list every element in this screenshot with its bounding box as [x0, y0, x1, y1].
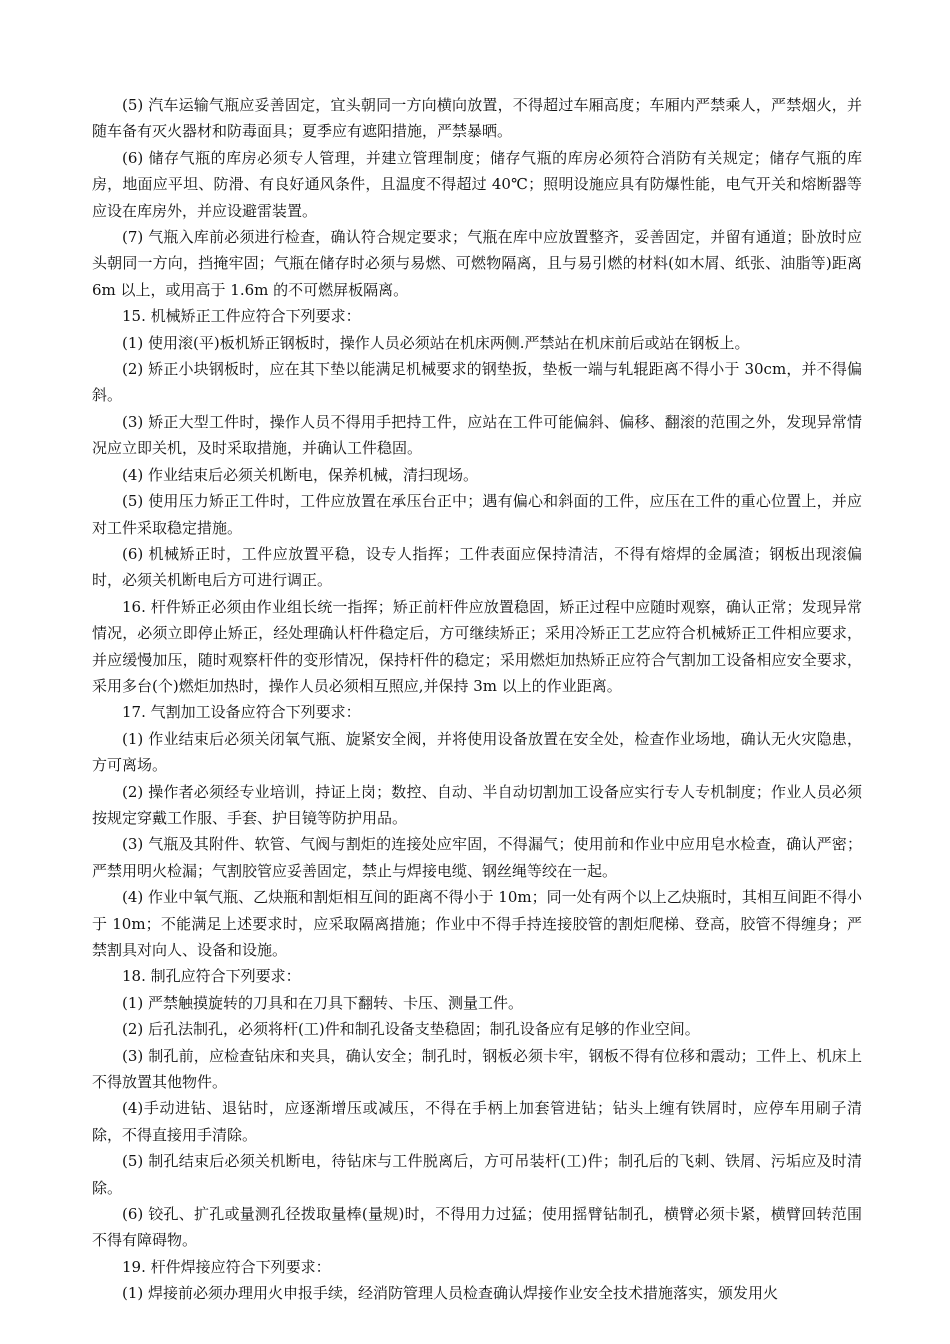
- paragraph-gas-cutting-2: (2) 操作者必须经专业培训，持证上岗；数控、自动、半自动切割加工设备应实行专人专机制度；作业人员必须按规定穿戴工作服、手套、护目镜等防护用品。: [92, 782, 862, 827]
- paragraph-correction-5: (5) 使用压力矫正工件时，工件应放置在承压台正中；遇有偏心和斜面的工件，应压在工件的重心位置上，并应对工件采取稳定措施。: [92, 492, 862, 537]
- paragraph-correction-6: (6) 机械矫正时，工件应放置平稳，设专人指挥；工件表面应保持清洁，不得有熔焊的金属渣；钢板出现滚偏时，必须关机断电后方可进行调正。: [92, 544, 862, 590]
- paragraph-correction-4: (4) 作业结束后必须关机断电，保养机械，清扫现场。: [122, 465, 479, 484]
- paragraph-gas-cylinder-7: (7) 气瓶入库前必须进行检查，确认符合规定要求；气瓶在库中应放置整齐，妥善固定，并留有通道；卧放时应头朝同一方向，挡掩牢固；气瓶在储存时必须与易燃、可燃物隔离，且与易引燃的材料(如木屑、纸张、油脂等)距离 6m 以上，或用高于 1.6m 的不可燃屏板隔离。: [92, 228, 862, 299]
- paragraph-drilling-1: (1) 严禁触摸旋转的刀具和在刀具下翻转、卡压、测量工件。: [122, 993, 524, 1012]
- section-heading-17: 17. 气割加工设备应符合下列要求：: [122, 703, 361, 722]
- paragraph-gas-cutting-3: (3) 气瓶及其附件、软管、气阀与割炬的连接处应牢固，不得漏气；使用前和作业中应用皂水检查，确认严密；严禁用明火检漏；气割胶管应妥善固定，禁止与焊接电缆、钢丝绳等绞在一起。: [92, 835, 862, 880]
- paragraph-drilling-3: (3) 制孔前，应检查钻床和夹具，确认安全；制孔时，钢板必须卡牢，钢板不得有位移和震动；工件上、机床上不得放置其他物件。: [92, 1046, 862, 1092]
- paragraph-drilling-5: (5) 制孔结束后必须关机断电，待钻床与工件脱离后，方可吊装杆(工)件；制孔后的飞刺、铁屑、污垢应及时清除。: [92, 1152, 862, 1197]
- paragraph-correction-1: (1) 使用滚(平)板机矫正钢板时，操作人员必须站在机床两侧.严禁站在机床前后或站在钢板上。: [122, 333, 750, 352]
- paragraph-gas-cutting-4: (4) 作业中氧气瓶、乙炔瓶和割炬相互间的距离不得小于 10m；同一处有两个以上乙炔瓶时，其相互间距不得小于 10m；不能满足上述要求时，应采取隔离措施；作业中不得手持连接胶管的割炬爬梯、登高，胶管不得缠身；严禁割具对向人、设备和设施。: [92, 888, 862, 959]
- paragraph-drilling-2: (2) 后孔法制孔，必须将杆(工)件和制孔设备支垫稳固；制孔设备应有足够的作业空间。: [122, 1020, 700, 1039]
- paragraph-correction-3: (3) 矫正大型工件时，操作人员不得用手把持工件，应站在工件可能偏斜、偏移、翻滚的范围之外，发现异常情况应立即关机，及时采取措施，并确认工件稳固。: [92, 412, 862, 458]
- section-heading-18: 18. 制孔应符合下列要求：: [122, 967, 301, 986]
- paragraph-gas-cutting-1: (1) 作业结束后必须关闭氧气瓶、旋紧安全阀，并将使用设备放置在安全处，检查作业场地，确认无火灾隐患，方可离场。: [92, 729, 862, 775]
- paragraph-welding-1: (1) 焊接前必须办理用火申报手续，经消防管理人员检查确认焊接作业安全技术措施落实，颁发用火: [122, 1284, 779, 1303]
- paragraph-gas-cylinder-5: (5) 汽车运输气瓶应妥善固定，宜头朝同一方向横向放置，不得超过车厢高度；车厢内严禁乘人，严禁烟火，并随车备有灭火器材和防毒面具；夏季应有遮阳措施，严禁暴晒。: [92, 96, 862, 141]
- section-heading-15: 15. 机械矫正工件应符合下列要求：: [122, 307, 361, 326]
- paragraph-gas-cylinder-6: (6) 储存气瓶的库房必须专人管理，并建立管理制度；储存气瓶的库房必须符合消防有关规定；储存气瓶的库房，地面应平坦、防滑、有良好通风条件，且温度不得超过 40℃；照明设施应具有防爆性能，电气开关和熔断器等应设在库房外，并应设避雷装置。: [92, 148, 862, 220]
- paragraph-correction-2: (2) 矫正小块钢板时，应在其下垫以能满足机械要求的钢垫扳，垫板一端与轧辊距离不得小于 30cm，并不得偏斜。: [92, 360, 862, 405]
- section-paragraph-16: 16. 杆件矫正必须由作业组长统一指挥；矫正前杆件应放置稳固，矫正过程中应随时观察，确认正常；发现异常情况，必须立即停止矫正，经处理确认杆件稳定后，方可继续矫正；采用冷矫正工艺应符合机械矫正工件相应要求，并应缓慢加压，随时观察杆件的变形情况，保持杆件的稳定；采用燃炬加热矫正应符合气割加工设备相应安全要求，采用多台(个)燃炬加热时，操作人员必须相互照应,并保持 3m 以上的作业距离。: [92, 597, 862, 695]
- document-page: [92, 92, 862, 1307]
- section-heading-19: 19. 杆件焊接应符合下列要求：: [122, 1257, 331, 1276]
- paragraph-drilling-4: (4)手动进钻、退钻时，应逐渐增压或减压，不得在手柄上加套管进钻；钻头上缠有铁屑时，应停车用刷子清除，不得直接用手清除。: [92, 1099, 862, 1144]
- paragraph-drilling-6: (6) 铰孔、扩孔或量测孔径拨取量棒(量规)时，不得用力过猛；使用摇臂钻制孔，横臂必须卡紧，横臂回转范围不得有障碍物。: [92, 1205, 862, 1250]
